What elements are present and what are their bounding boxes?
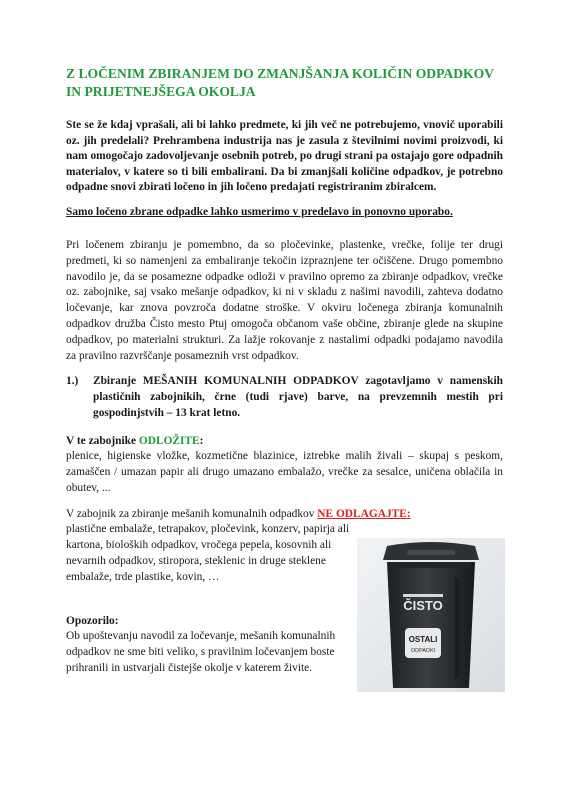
- bin-body: [387, 562, 475, 688]
- waste-bin-photo: [357, 538, 505, 692]
- no-dispose-heading: [66, 506, 503, 522]
- no-dispose-text: plastične embalaže, tetrapakov, pločevink, konzerv, papirja ali kartona, bioloških odpadkov, vročega pepela, kosovnih ali nevarnih odpadkov, stiropora, steklenic in druge steklene embalaže, trde plastike, kovin, …: [66, 523, 350, 583]
- dispose-heading-highlight: ODLOŽITE: [138, 435, 200, 447]
- bin-lid-handle: [407, 550, 455, 555]
- bin-side-shadow: [455, 578, 459, 678]
- bin-sticker-line-1: OSTALI: [408, 635, 438, 644]
- warning-text: Ob upoštevanju navodil za ločevanje, mešanih komunalnih odpadkov ne sme biti veliko, s pravilnim ločevanjem boste prihranili in ustvarjali čistejše okolje v katerem živite.: [66, 630, 336, 674]
- bin-rim: [391, 562, 471, 568]
- dispose-heading-prefix: V te zabojnike: [66, 435, 139, 447]
- page-title: [66, 65, 506, 101]
- title-line-2: IN PRIJETNEJŠEGA OKOLJA: [66, 84, 256, 99]
- dispose-heading: [66, 433, 203, 449]
- dispose-heading-suffix: :: [199, 435, 204, 447]
- no-dispose-heading-prefix: V zabojnik za zbiranje mešanih komunalnih odpadkov: [66, 508, 318, 520]
- dispose-text: plenice, higienske vložke, kozmetične blazinice, iztrebke malih živali – skupaj s peskom, zamaščen / umazan papir ali drugo umazano embalažo, vrečke za sesalce, uničena oblačila in obutev, ...: [66, 450, 503, 494]
- no-dispose-heading-suffix: :: [406, 508, 411, 520]
- intro-paragraph: Ste se že kdaj vprašali, ali bi lahko predmete, ki jih več ne potrebujemo, vnovič uporabili oz. jih predelali? Prehrambena industrija nas je zasula z številnimi novimi proizvodi, ki nam omogočajo zadovoljevanje osebnih potreb, po drugi strani pa ostajajo gore odpadnih materialov, v katere so ti bili embalirani. Da bi zmanjšali količine odpadkov, je potrebno odpadne snovi zbirati ločeno in jih ločeno predajati registriranim zbiralcem.: [66, 119, 503, 194]
- body-paragraph: Pri ločenem zbiranju je pomembno, da so pločevinke, plastenke, vrečke, folije ter drugi predmeti, ki so namenjeni za embaliranje tekočin izpraznjene ter očiščene. Drugo pomembno navodilo je, da se posamezne odpadke odloži v pravilno opremo za zbiranje odpadkov, vrečke oz. zabojnike, saj vsako mešanje odpadkov, ki ni v skladu z našimi navodili, zahteva dodatno ločevanje, kar znova povzroča dodatne stroške. V okviru ločenega zbiranja komunalnih odpadkov družba Čisto mesto Ptuj omogoča občanom vaše občine, zbiranje glede na skupine odpadkov, po materialni strukturi. Za lažje rokovanje z nastalimi odpadki podajamo navodila za pravilno razvrščanje posameznih vrst odpadkov.: [66, 239, 503, 362]
- no-dispose-heading-highlight: NE ODLAGAJTE: [317, 508, 407, 520]
- bin-sticker-line-2: ODPADKI: [410, 648, 436, 654]
- intro-underlined-sentence: Samo ločeno zbrane odpadke lahko usmerimo v predelavo in ponovno uporabo.: [66, 206, 453, 218]
- warning-heading: Opozorilo:: [66, 615, 119, 627]
- bin-logo-text: ČISTO: [403, 598, 443, 613]
- title-line-1: Z LOČENIM ZBIRANJEM DO ZMANJŠANJA KOLIČIN ODPADKOV: [66, 66, 494, 81]
- list-item-text: Zbiranje MEŠANIH KOMUNALNIH ODPADKOV zagotavljamo v namenskih plastičnih zabojnikih, črne (tudi rjave) barve, na prevzemnih mestih pri gospodinjstvih – 13 krat letno.: [93, 375, 503, 419]
- bin-logo-bar: [403, 594, 443, 597]
- list-number: 1.): [66, 375, 79, 387]
- waste-bin-illustration: [357, 538, 505, 692]
